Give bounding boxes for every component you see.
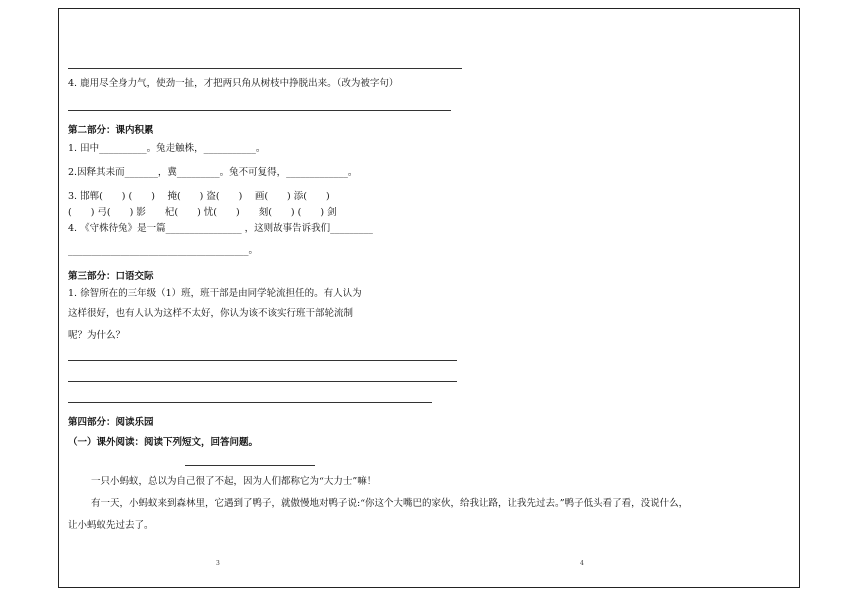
answer-line xyxy=(68,381,457,382)
answer-line xyxy=(68,68,462,69)
part2-question-3-line2: ( ) 弓( ) 影 杞( ) 忧( ) 刻( ) ( ) 剑 xyxy=(68,207,337,218)
part2-question-1: 1. 田中__________。兔走触株，___________。 xyxy=(68,143,266,154)
page-number-right: 4 xyxy=(580,560,584,567)
part2-heading: 第二部分：课内积累 xyxy=(68,125,154,136)
part2-question-3-line1: 3. 邯郸( ) ( ) 掩( ) 盗( ) 画( ) 添( ) xyxy=(68,191,330,202)
title-blank-line xyxy=(185,465,315,466)
part4-subheading: （一）课外阅读：阅读下列短文，回答问题。 xyxy=(68,437,259,448)
part2-question-4-line2: ______________________________________。 xyxy=(68,245,259,256)
answer-line xyxy=(68,110,451,111)
reading-paragraph-2-line2: 让小蚂蚁先过去了。 xyxy=(68,520,154,531)
reading-paragraph-1: 一只小蚂蚁，总以为自己很了不起，因为人们都称它为“大力士”嘛！ xyxy=(91,476,377,487)
reading-paragraph-2-line1: 有一天，小蚂蚁来到森林里，它遇到了鸭子，就傲慢地对鸭子说:“你这个大嘴巴的家伙，给我让路，让我先过去。”鸭子低头看了看，没说什么， xyxy=(91,498,689,509)
part3-question-line2: 这样很好，也有人认为这样不太好，你认为该不该实行班干部轮流制 xyxy=(68,308,354,319)
answer-line xyxy=(68,402,432,403)
part2-question-4-line1: 4. 《守株待兔》是一篇________________ ，这则故事告诉我们_________ xyxy=(68,223,373,234)
part3-question-line1: 1. 徐智所在的三年级（1）班，班干部是由同学轮流担任的。有人认为 xyxy=(68,288,362,299)
part4-heading: 第四部分：阅读乐园 xyxy=(68,417,154,428)
answer-line xyxy=(68,360,457,361)
part3-question-line3: 呢？为什么？ xyxy=(68,330,126,341)
page-number-left: 3 xyxy=(216,560,220,567)
part3-heading: 第三部分：口语交际 xyxy=(68,271,154,282)
part2-question-2: 2.因释其耒而_______，冀_________。兔不可复得，_____________。 xyxy=(68,167,358,178)
question-4-prompt: 4. 鹿用尽全身力气，使劲一扯，才把两只角从树枝中挣脱出来。（改为被字句） xyxy=(68,78,399,89)
